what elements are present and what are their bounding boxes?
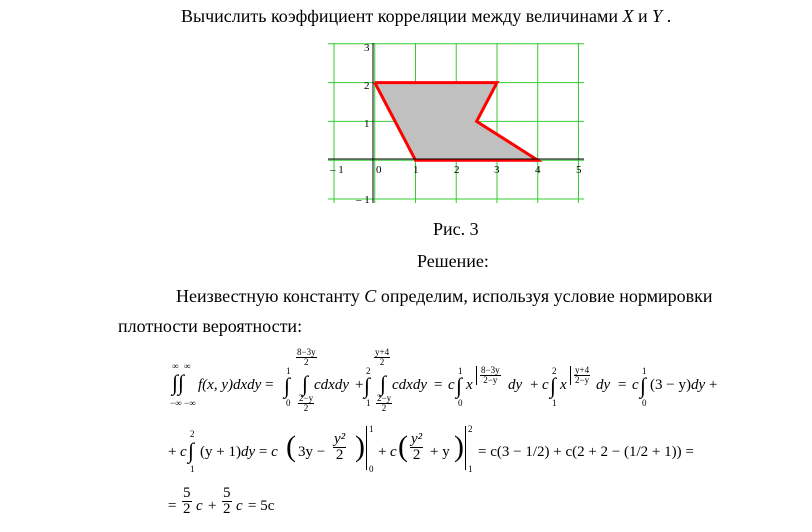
upper-limit: 2 xyxy=(190,429,195,439)
plus: + xyxy=(208,498,217,514)
integral-sign: ∫ xyxy=(302,371,309,396)
equation-line-3 xyxy=(168,486,368,530)
problem-statement xyxy=(181,6,671,27)
integral-sign: ∫ xyxy=(380,371,387,396)
equals: = xyxy=(434,377,443,393)
const-c: c xyxy=(180,444,187,460)
integral-sign: ∫ xyxy=(456,373,463,398)
lower-limit: −∞ xyxy=(184,398,196,408)
x-tick-label: – 1 xyxy=(330,164,344,176)
x-tick-label: 1 xyxy=(413,164,419,176)
upper-limit: ∞ xyxy=(184,361,191,371)
x-tick-label: 5 xyxy=(576,164,582,176)
fraction: $\frac{5}{2}$ xyxy=(183,485,191,517)
paren-close: ) xyxy=(355,430,365,463)
integrand: f(x, y)dxdy = xyxy=(198,377,274,393)
plus: + xyxy=(530,377,539,393)
integral-sign: ∫ xyxy=(640,373,647,398)
term: + y xyxy=(430,444,450,460)
integral-sign: ∫ xyxy=(364,373,371,398)
upper-limit: 1 xyxy=(286,366,291,376)
y-tick-label: 3 xyxy=(364,43,370,54)
const-c: c xyxy=(632,377,639,393)
substitution-bar: $\frac{8-3y}{2-y}$ xyxy=(476,366,501,385)
integral-sign: ∫ xyxy=(550,373,557,398)
solution-heading: Решение: xyxy=(417,251,489,271)
integral-sign: ∫ xyxy=(284,373,291,398)
problem-text: Вычислить коэффициент корреляции между величинами xyxy=(181,6,623,26)
final-result: = 5c xyxy=(248,498,275,514)
eval-bar xyxy=(366,426,367,470)
y-tick-label: 2 xyxy=(364,80,370,92)
integrand: (3 − y)dy + xyxy=(650,377,718,393)
lower-limit: 0 xyxy=(642,398,647,408)
upper-limit-fraction: $\frac{y+4}{2}$ xyxy=(375,347,390,367)
lower-limit: 1 xyxy=(366,398,371,408)
y-tick-label: 1 xyxy=(364,118,370,130)
plus: + xyxy=(168,444,177,460)
upper-limit: 2 xyxy=(366,366,371,376)
evaluation-result: = c(3 − 1/2) + c(2 + 2 − (1/2 + 1)) = xyxy=(478,444,694,460)
var-c: C xyxy=(364,286,377,306)
x-tick-label: 0 xyxy=(376,164,382,176)
lower-limit: 0 xyxy=(458,398,463,408)
equals: = xyxy=(168,498,177,514)
fraction: $\frac{\text{y²}}{2}$ xyxy=(334,431,346,463)
lower-limit: −∞ xyxy=(170,398,182,408)
upper-limit-fraction: $\frac{8-3y}{2}$ xyxy=(297,347,316,367)
paren-open: ( xyxy=(286,430,296,463)
lower-limit: 1 xyxy=(552,398,557,408)
y-tick-label: – 1 xyxy=(356,194,370,203)
solution-paragraph-line1 xyxy=(176,286,712,307)
dy: dy xyxy=(596,377,611,393)
cdxdy: cdxdy xyxy=(314,377,349,393)
upper-limit: 2 xyxy=(468,424,473,434)
paren-open: ( xyxy=(398,430,408,463)
upper-limit: 1 xyxy=(369,424,374,434)
plus: + xyxy=(355,377,364,393)
const-c: c xyxy=(196,498,203,514)
x-tick-label: 3 xyxy=(494,164,500,176)
x-tick-label: 4 xyxy=(535,164,541,176)
const-c: c xyxy=(542,377,549,393)
problem-conj: и xyxy=(633,6,653,26)
var-x: X xyxy=(622,6,634,26)
const-c: c xyxy=(448,377,455,393)
upper-limit: 1 xyxy=(642,366,647,376)
var-x: x xyxy=(560,377,567,393)
var-y: Y xyxy=(652,6,663,26)
equals: = xyxy=(618,377,627,393)
lower-limit: 0 xyxy=(286,398,291,408)
upper-limit: 1 xyxy=(458,366,463,376)
solution-paragraph-line2: плотности вероятности: xyxy=(118,316,303,336)
substitution-bar: $\frac{y+4}{2-y}$ xyxy=(570,366,590,385)
text: Неизвестную константу xyxy=(176,286,365,306)
text: определим, используя условие нормировки xyxy=(376,286,713,306)
const-c: c xyxy=(390,444,397,460)
var-x: x xyxy=(466,377,473,393)
fraction: $\frac{5}{2}$ xyxy=(223,485,231,517)
lower-limit-fraction: $\frac{2-y}{2}$ xyxy=(377,393,392,413)
fraction: $\frac{\text{y²}}{2}$ xyxy=(411,431,423,463)
problem-end: . xyxy=(662,6,672,26)
lower-limit-fraction: $\frac{2-y}{2}$ xyxy=(299,393,314,413)
upper-limit: 2 xyxy=(552,366,557,376)
lower-limit: 1 xyxy=(468,464,473,474)
plus: + xyxy=(378,444,387,460)
equation-line-2 xyxy=(168,426,728,482)
integral-sign: ∫∫ xyxy=(172,370,185,395)
integral-sign: ∫ xyxy=(188,438,195,463)
upper-limit: ∞ xyxy=(172,361,179,371)
eval-bar xyxy=(465,426,466,470)
dy: dy xyxy=(508,377,523,393)
region-plot xyxy=(328,43,584,203)
figure-caption: Рис. 3 xyxy=(433,219,479,239)
paren-close: ) xyxy=(454,430,464,463)
equation-line-1 xyxy=(168,348,728,414)
lower-limit: 0 xyxy=(369,464,374,474)
integrand: (y + 1)dy = c xyxy=(200,444,278,460)
const-c: c xyxy=(236,498,243,514)
cdxdy: cdxdy xyxy=(392,377,427,393)
x-tick-label: 2 xyxy=(454,164,460,176)
term: 3y − xyxy=(298,444,326,460)
lower-limit: 1 xyxy=(190,464,195,474)
